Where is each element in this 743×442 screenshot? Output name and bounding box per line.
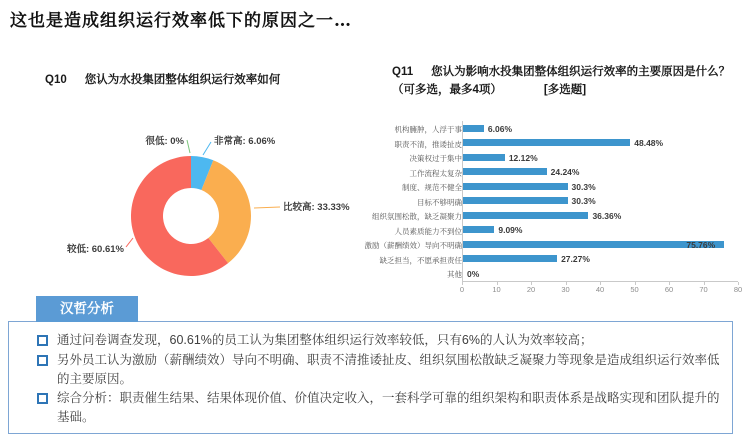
donut-leader-line: [203, 142, 211, 155]
bar-category-label: 其他: [447, 270, 462, 279]
bar: [463, 255, 557, 262]
analysis-bullet-item: [35, 351, 720, 389]
bar-category-label: 组织氛围松散，缺乏凝聚力: [372, 212, 462, 221]
bar-plot-area: [462, 237, 739, 252]
bar-value-label: 30.3%: [571, 196, 596, 206]
bar-value-label: 12.12%: [508, 152, 538, 163]
bar-category-label: 缺乏担当，不愿承担责任: [379, 255, 462, 265]
q10-title: 您认为水投集团整体组织运行效率如何: [84, 74, 281, 86]
bar-value-label: 9.09%: [498, 225, 523, 235]
analysis-bullet-list: [35, 331, 720, 427]
bar: [463, 168, 547, 175]
bar-value-label: 36.36%: [592, 210, 622, 221]
bar-value-label: 30.3%: [571, 181, 596, 192]
q11-bar-chart: [364, 121, 743, 307]
x-axis-tick-label: 70: [699, 284, 708, 294]
bullet-square-icon: [37, 335, 48, 346]
slide-title: 这也是造成组织运行效率低下的原因之一…: [10, 11, 352, 31]
donut-svg: [38, 116, 360, 302]
bar-value-label: 6.06%: [487, 123, 513, 134]
bar-category-label: 决策权过于集中: [409, 154, 462, 163]
q10-id: Q10: [45, 74, 67, 86]
analysis-bullet-text: 综合分析：职责催生结果、结果体现价值、价值决定收入，一套科学可靠的组织架构和职责体系是战略实现和团队提升的基础。: [57, 391, 720, 424]
bar-plot-area: [462, 266, 739, 281]
bar: [463, 197, 568, 204]
analysis-bullet-item: [35, 389, 720, 427]
q11-title: 您认为影响水投集团整体组织运行效率的主要原因是什么？（可多选，最多4项）: [392, 66, 731, 96]
bar-category-label: 目标不够明确: [417, 197, 462, 207]
bar-plot-area: [462, 150, 739, 165]
x-axis-tick-label: 10: [492, 284, 501, 294]
donut-label-较低: 较低: 60.61%: [66, 244, 124, 255]
donut-leader-line: [254, 207, 280, 208]
bar-row: [364, 237, 740, 252]
bar-category-label: 激励（薪酬绩效）导向不明确: [364, 241, 462, 250]
bar-plot-area: [462, 223, 739, 238]
bar-row: [384, 121, 740, 136]
q11-multi-select-tag: [多选题]: [543, 83, 587, 96]
bar-value-label: 27.27%: [561, 254, 590, 264]
bar-category-label: 工作流程太复杂: [409, 168, 462, 178]
bar: [463, 154, 505, 161]
bar-row: [384, 150, 740, 165]
bar-value-label: 24.24%: [550, 167, 580, 177]
analysis-bullet-item: [35, 331, 720, 350]
q11-heading: [392, 64, 742, 100]
bar-category-label: 人员素质能力不到位: [394, 226, 462, 236]
bar: [463, 139, 630, 146]
bullet-square-icon: [37, 393, 48, 404]
x-axis-tick-label: 30: [561, 284, 570, 294]
x-axis-tick-label: 20: [526, 284, 536, 294]
q10-donut-chart: [38, 116, 360, 302]
bar-category-label: 制度、规范不健全: [402, 183, 462, 192]
bar-row: [384, 266, 740, 281]
donut-label-很低: 很低: 0%: [145, 136, 184, 147]
bar: [463, 125, 484, 132]
bar-row: [384, 223, 740, 238]
x-axis-tick-label: 60: [664, 284, 674, 294]
x-axis-tick-label: 50: [630, 284, 639, 294]
bar: [463, 212, 588, 219]
bar-plot-area: [462, 136, 739, 151]
bar-plot-area: [462, 252, 739, 267]
analysis-bullet-text: 另外员工认为激励（薪酬绩效）导向不明确、职责不清推诿扯皮、组织氛围松散缺乏凝聚力等现象是造成组织运行效率低的主要原因。: [57, 352, 720, 386]
x-axis: [459, 281, 743, 300]
bar-row: [384, 136, 740, 151]
bar: [463, 183, 568, 190]
bar-plot-area: [462, 194, 739, 209]
bar-value-label: 75.76%: [686, 239, 716, 250]
bar-category-label: 职责不清，推诿扯皮: [394, 139, 462, 149]
bar: [463, 241, 724, 248]
donut-leader-line: [126, 238, 133, 247]
q10-heading: [45, 72, 375, 90]
bar-row: [384, 179, 740, 194]
bar-row: [384, 194, 740, 209]
x-axis-tick-label: 40: [595, 284, 605, 294]
analysis-header-tab: 汉哲分析: [36, 296, 138, 322]
bar-category-label: 机构臃肿，人浮于事: [394, 125, 462, 134]
bullet-square-icon: [37, 355, 48, 366]
q11-id: Q11: [392, 66, 414, 78]
x-axis-tick-label: 80: [733, 284, 743, 294]
bar-value-label: 48.48%: [634, 138, 664, 148]
x-axis-tick-label: 0: [459, 284, 465, 294]
bar-row: [372, 208, 740, 223]
bar-plot-area: [462, 208, 739, 223]
donut-label-非常高: 非常高: 6.06%: [214, 136, 276, 147]
bar-row: [384, 165, 740, 180]
bar-plot-area: [462, 165, 739, 180]
bar-plot-area: [462, 121, 739, 136]
analysis-bullet-text: 通过问卷调查发现，60.61%的员工认为集团整体组织运行效率较低，只有6%的人认为效率较高；: [57, 333, 593, 347]
donut-leader-line: [187, 140, 190, 153]
bar-row: [379, 252, 740, 267]
bar-value-label: 0%: [467, 268, 480, 279]
donut-label-比较高: 比较高: 33.33%: [283, 202, 350, 213]
bar-plot-area: [462, 179, 739, 194]
analysis-box: [8, 321, 733, 434]
bar: [463, 226, 494, 233]
